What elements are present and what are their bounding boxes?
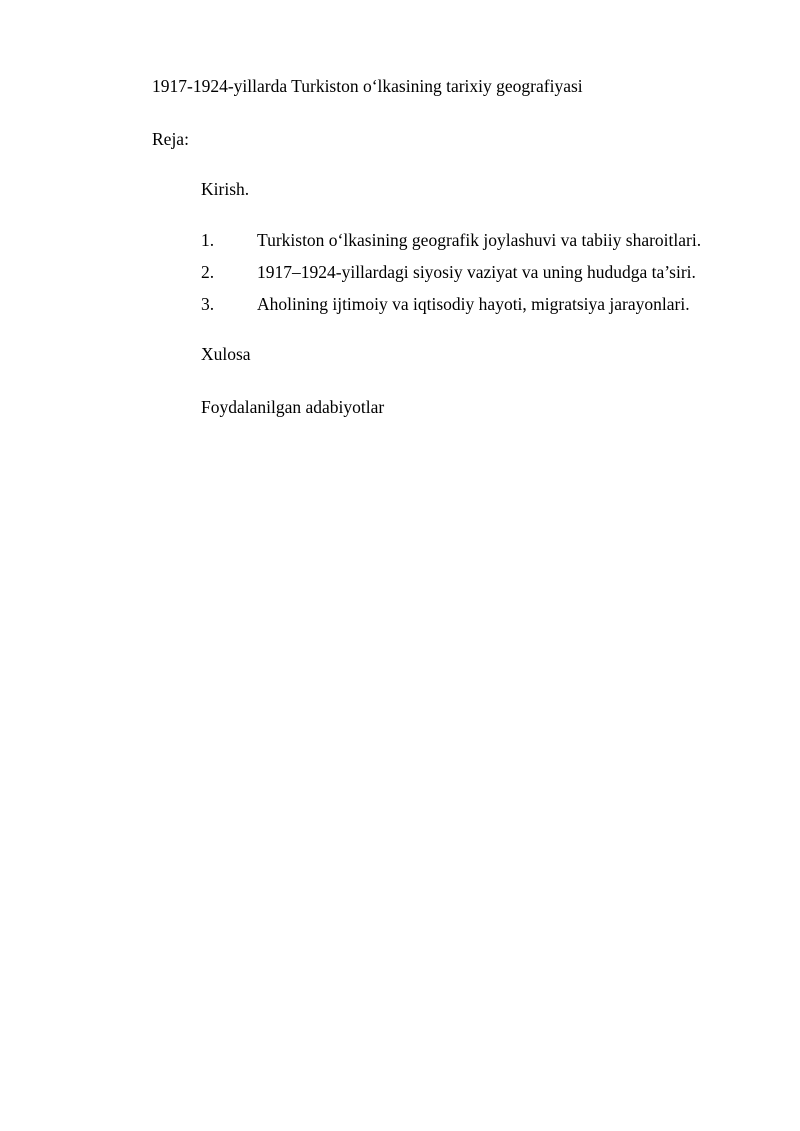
plan-item-text: Aholining ijtimoiy va iqtisodiy hayoti, migratsiya jarayonlari. xyxy=(257,294,690,314)
plan-item-number: 3. xyxy=(201,294,215,314)
document-title: 1917-1924-yillarda Turkiston o‘lkasining tarixiy geografiyasi xyxy=(152,76,583,96)
plan-list xyxy=(201,232,701,328)
intro-item: Kirish. xyxy=(201,179,250,199)
plan-item xyxy=(201,232,701,264)
plan-item xyxy=(201,296,701,328)
plan-item xyxy=(201,264,701,296)
plan-item-number: 1. xyxy=(201,230,215,250)
references-item: Foydalanilgan adabiyotlar xyxy=(201,397,385,417)
plan-item-text: 1917–1924-yillardagi siyosiy vaziyat va uning hududga ta’siri. xyxy=(257,262,696,282)
plan-item-number: 2. xyxy=(201,262,215,282)
conclusion-item: Xulosa xyxy=(201,344,251,364)
plan-heading: Reja: xyxy=(152,129,189,149)
plan-item-text: Turkiston o‘lkasining geografik joylashuvi va tabiiy sharoitlari. xyxy=(257,230,702,250)
